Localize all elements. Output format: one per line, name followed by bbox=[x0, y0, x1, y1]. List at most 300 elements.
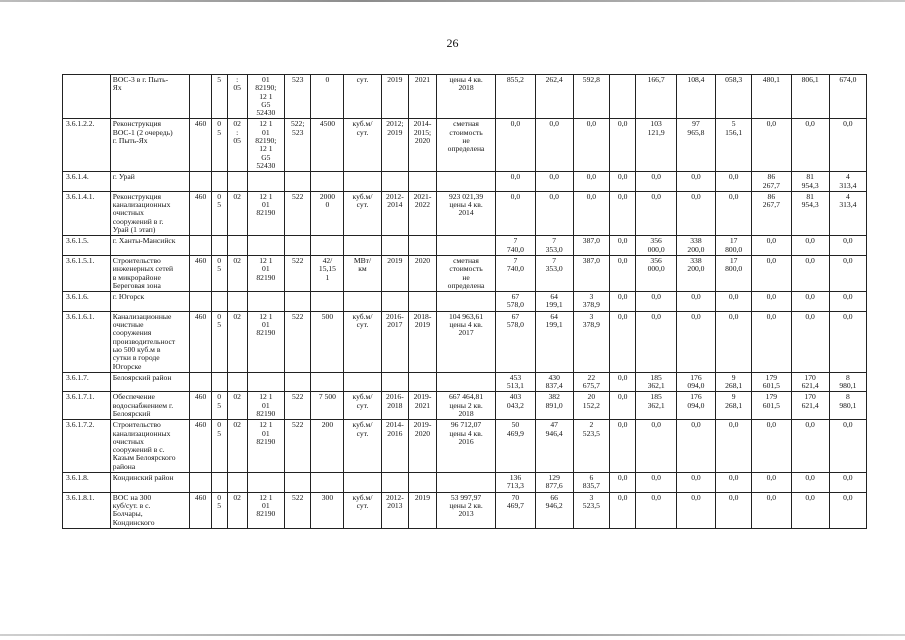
table-cell: 592,8 bbox=[573, 75, 609, 119]
table-row bbox=[63, 392, 867, 420]
table-cell: 460 bbox=[190, 392, 211, 420]
table-cell: 0,0 bbox=[609, 473, 636, 493]
table-cell: 0,0 bbox=[829, 255, 866, 291]
table-cell: 104 963,61 цены 4 кв. 2017 bbox=[436, 311, 495, 372]
table-cell: 01 82190; 12 1 G5 52430 bbox=[247, 75, 284, 119]
table-cell: 0,0 bbox=[573, 119, 609, 172]
investment-program-table bbox=[62, 74, 867, 529]
table-cell: 2021- 2022 bbox=[409, 191, 437, 235]
table-cell: 2018- 2019 bbox=[409, 311, 437, 372]
table-cell: 0,0 bbox=[609, 372, 636, 392]
table-cell: 0,0 bbox=[829, 492, 866, 528]
row-title-cell: Кондинский район bbox=[110, 473, 190, 493]
table-row bbox=[63, 191, 867, 235]
row-title-cell: Реконструкция канализационных очистных сооружений в г. Урай (1 этап) bbox=[110, 191, 190, 235]
table-cell bbox=[284, 236, 311, 256]
table-cell: 9 268,1 bbox=[716, 392, 752, 420]
table-row bbox=[63, 236, 867, 256]
table-cell: куб.м/ сут. bbox=[344, 492, 381, 528]
table-cell: 0,0 bbox=[609, 119, 636, 172]
table-cell bbox=[227, 372, 247, 392]
table-cell bbox=[311, 473, 344, 493]
table-cell: 7 353,0 bbox=[535, 236, 573, 256]
table-cell: 522 bbox=[284, 255, 311, 291]
table-cell: 403 043,2 bbox=[496, 392, 535, 420]
table-cell bbox=[284, 372, 311, 392]
table-cell bbox=[609, 75, 636, 119]
table-row bbox=[63, 372, 867, 392]
table-cell: 4 313,4 bbox=[829, 191, 866, 235]
table-cell: 453 513,1 bbox=[496, 372, 535, 392]
table-cell bbox=[227, 172, 247, 192]
table-cell: 5 156,1 bbox=[716, 119, 752, 172]
row-title-cell: Строительство инженерных сетей в микрорайоне Береговая зона bbox=[110, 255, 190, 291]
table-cell: 0,0 bbox=[752, 311, 791, 372]
table-row bbox=[63, 311, 867, 372]
table-cell bbox=[381, 292, 409, 312]
table-cell: 338 200,0 bbox=[676, 255, 715, 291]
table-cell: 0,0 bbox=[609, 311, 636, 372]
table-cell: 2000 0 bbox=[311, 191, 344, 235]
row-title-cell: ВОС-3 в г. Пыть- Ях bbox=[110, 75, 190, 119]
table-cell: 103 121,9 bbox=[636, 119, 676, 172]
table-cell bbox=[247, 236, 284, 256]
table-cell: 667 464,81 цены 2 кв. 2018 bbox=[436, 392, 495, 420]
table-cell: 0,0 bbox=[636, 191, 676, 235]
table-cell: 7 740,0 bbox=[496, 255, 535, 291]
table-cell: 2012; 2019 bbox=[381, 119, 409, 172]
table-cell: 923 021,39 цены 4 кв. 2014 bbox=[436, 191, 495, 235]
table-cell: 108,4 bbox=[676, 75, 715, 119]
table-cell bbox=[344, 292, 381, 312]
table-cell: 0,0 bbox=[716, 191, 752, 235]
table-cell: 0,0 bbox=[535, 191, 573, 235]
table-cell: 2016- 2017 bbox=[381, 311, 409, 372]
table-cell: 0,0 bbox=[829, 420, 866, 473]
table-cell: 262,4 bbox=[535, 75, 573, 119]
table-cell: куб.м/ сут. bbox=[344, 311, 381, 372]
table-cell: 338 200,0 bbox=[676, 236, 715, 256]
table-cell: 2020 bbox=[409, 255, 437, 291]
table-cell: 2012- 2013 bbox=[381, 492, 409, 528]
table-cell: 42/ 15,15 1 bbox=[311, 255, 344, 291]
row-code-cell: 3.6.1.7.2. bbox=[63, 420, 111, 473]
table-cell: 96 712,07 цены 4 кв. 2016 bbox=[436, 420, 495, 473]
table-cell: 2019- 2020 bbox=[409, 420, 437, 473]
table-cell bbox=[381, 372, 409, 392]
table-cell bbox=[247, 372, 284, 392]
table-cell: 0,0 bbox=[752, 420, 791, 473]
table-row bbox=[63, 119, 867, 172]
table-cell: 523 bbox=[284, 75, 311, 119]
table-cell bbox=[284, 172, 311, 192]
row-title-cell: г. Ханты-Мансийск bbox=[110, 236, 190, 256]
table-cell: 0,0 bbox=[636, 473, 676, 493]
scan-top-edge bbox=[0, 0, 905, 2]
table-cell: 500 bbox=[311, 311, 344, 372]
table-cell: МВт/ км bbox=[344, 255, 381, 291]
table-cell: 17 800,0 bbox=[716, 255, 752, 291]
table-cell bbox=[247, 473, 284, 493]
table-cell: 170 621,4 bbox=[791, 392, 829, 420]
table-cell: 81 954,3 bbox=[791, 172, 829, 192]
table-cell: цены 4 кв. 2018 bbox=[436, 75, 495, 119]
table-cell bbox=[436, 292, 495, 312]
table-cell: 0,0 bbox=[829, 473, 866, 493]
table-cell: 0,0 bbox=[636, 172, 676, 192]
table-cell bbox=[436, 236, 495, 256]
table-cell: 47 946,4 bbox=[535, 420, 573, 473]
row-code-cell: 3.6.1.8. bbox=[63, 473, 111, 493]
table-cell bbox=[409, 292, 437, 312]
table-cell: 129 877,6 bbox=[535, 473, 573, 493]
table-cell: 0,0 bbox=[791, 311, 829, 372]
table-cell: 460 bbox=[190, 119, 211, 172]
table-cell: 0,0 bbox=[752, 255, 791, 291]
row-code-cell: 3.6.1.4.1. bbox=[63, 191, 111, 235]
table-cell bbox=[227, 473, 247, 493]
table-cell: 0,0 bbox=[791, 119, 829, 172]
table-cell bbox=[344, 236, 381, 256]
table-cell: 0,0 bbox=[636, 420, 676, 473]
table-cell: : 05 bbox=[227, 75, 247, 119]
row-code-cell: 3.6.1.5.1. bbox=[63, 255, 111, 291]
table-cell: 2012- 2014 bbox=[381, 191, 409, 235]
table-cell: 0,0 bbox=[829, 311, 866, 372]
table-cell: 460 bbox=[190, 255, 211, 291]
table-cell: 81 954,3 bbox=[791, 191, 829, 235]
table-cell bbox=[227, 236, 247, 256]
table-cell: 12 1 01 82190 bbox=[247, 191, 284, 235]
table-cell: 0,0 bbox=[609, 236, 636, 256]
table-cell: 0,0 bbox=[609, 392, 636, 420]
table-cell: 387,0 bbox=[573, 255, 609, 291]
table-cell: 176 094,0 bbox=[676, 392, 715, 420]
table-cell: 02 bbox=[227, 420, 247, 473]
table-cell bbox=[409, 473, 437, 493]
row-title-cell: г. Югорск bbox=[110, 292, 190, 312]
table-cell: 522 bbox=[284, 492, 311, 528]
table-cell: 460 bbox=[190, 492, 211, 528]
table-cell: 136 713,3 bbox=[496, 473, 535, 493]
table-cell: 674,0 bbox=[829, 75, 866, 119]
table-cell bbox=[436, 172, 495, 192]
table-cell bbox=[211, 372, 227, 392]
table-cell bbox=[211, 236, 227, 256]
table-cell: 460 bbox=[190, 311, 211, 372]
table-cell: 0,0 bbox=[609, 255, 636, 291]
table-cell: 97 965,8 bbox=[676, 119, 715, 172]
table-cell: 3 378,9 bbox=[573, 311, 609, 372]
row-code-cell: 3.6.1.4. bbox=[63, 172, 111, 192]
table-cell: 0,0 bbox=[609, 191, 636, 235]
table-cell: 7 353,0 bbox=[535, 255, 573, 291]
table-cell bbox=[344, 172, 381, 192]
table-cell: 0,0 bbox=[609, 292, 636, 312]
table-cell: 806,1 bbox=[791, 75, 829, 119]
table-cell bbox=[211, 292, 227, 312]
table-cell: куб.м/ сут. bbox=[344, 119, 381, 172]
table-cell: 0,0 bbox=[716, 492, 752, 528]
table-cell: 2021 bbox=[409, 75, 437, 119]
table-cell: 0,0 bbox=[752, 119, 791, 172]
table-cell: 3 523,5 bbox=[573, 492, 609, 528]
table-cell: 0,0 bbox=[676, 420, 715, 473]
row-code-cell bbox=[63, 75, 111, 119]
table-cell: 0 5 bbox=[211, 255, 227, 291]
row-title-cell: Канализационные очистные сооружения производительност ью 500 куб.м в сутки в городе Югорске bbox=[110, 311, 190, 372]
table-cell bbox=[409, 172, 437, 192]
table-cell bbox=[409, 236, 437, 256]
table-cell: 0,0 bbox=[716, 420, 752, 473]
table-cell: куб.м/ сут. bbox=[344, 420, 381, 473]
table-cell: 2016- 2018 bbox=[381, 392, 409, 420]
table-cell: 356 000,0 bbox=[636, 236, 676, 256]
table-cell: 855,2 bbox=[496, 75, 535, 119]
table-row bbox=[63, 473, 867, 493]
table-cell bbox=[311, 236, 344, 256]
table-cell: 12 1 01 82190 bbox=[247, 311, 284, 372]
table-cell: 480,1 bbox=[752, 75, 791, 119]
table-cell bbox=[344, 372, 381, 392]
table-cell: 17 800,0 bbox=[716, 236, 752, 256]
table-cell: 0,0 bbox=[676, 473, 715, 493]
table-cell: 02 bbox=[227, 492, 247, 528]
table-cell: 8 980,1 bbox=[829, 372, 866, 392]
row-title-cell: Строительство канализационных очистных сооружений в с. Казым Белоярского района bbox=[110, 420, 190, 473]
table-cell: 0 5 bbox=[211, 119, 227, 172]
table-cell: сметная стоимость не определена bbox=[436, 119, 495, 172]
table-cell: 170 621,4 bbox=[791, 372, 829, 392]
table-cell: 0,0 bbox=[791, 292, 829, 312]
table-cell: 0,0 bbox=[716, 292, 752, 312]
table-cell: 66 946,2 bbox=[535, 492, 573, 528]
table-cell: 0,0 bbox=[609, 172, 636, 192]
table-cell: 67 578,0 bbox=[496, 311, 535, 372]
row-code-cell: 3.6.1.6. bbox=[63, 292, 111, 312]
table-cell: 67 578,0 bbox=[496, 292, 535, 312]
table-cell: 387,0 bbox=[573, 236, 609, 256]
table-cell bbox=[190, 75, 211, 119]
table-cell: 0 5 bbox=[211, 392, 227, 420]
table-cell: 0 5 bbox=[211, 420, 227, 473]
table-cell: 522 bbox=[284, 420, 311, 473]
table-cell: 0,0 bbox=[752, 236, 791, 256]
table-cell: 12 1 01 82190 bbox=[247, 492, 284, 528]
table-cell bbox=[284, 292, 311, 312]
table-cell: 0,0 bbox=[676, 292, 715, 312]
table-cell: 0,0 bbox=[496, 172, 535, 192]
table-row bbox=[63, 492, 867, 528]
table-cell: 0,0 bbox=[535, 119, 573, 172]
table-cell: 176 094,0 bbox=[676, 372, 715, 392]
table-cell bbox=[190, 473, 211, 493]
table-cell bbox=[247, 172, 284, 192]
table-cell: 12 1 01 82190 bbox=[247, 255, 284, 291]
table-cell: 522 bbox=[284, 191, 311, 235]
table-cell: 2014- 2016 bbox=[381, 420, 409, 473]
table-cell: 6 835,7 bbox=[573, 473, 609, 493]
table-cell: 166,7 bbox=[636, 75, 676, 119]
table-cell: 9 268,1 bbox=[716, 372, 752, 392]
table-cell: 356 000,0 bbox=[636, 255, 676, 291]
table-cell: куб.м/ сут. bbox=[344, 191, 381, 235]
row-code-cell: 3.6.1.5. bbox=[63, 236, 111, 256]
table-cell: 460 bbox=[190, 191, 211, 235]
scan-bottom-edge bbox=[0, 634, 905, 636]
table-cell: 0,0 bbox=[573, 191, 609, 235]
table-cell: 179 601,5 bbox=[752, 392, 791, 420]
table-cell: 7 500 bbox=[311, 392, 344, 420]
table-cell: 0,0 bbox=[573, 172, 609, 192]
table-cell bbox=[190, 372, 211, 392]
table-cell: 0,0 bbox=[752, 292, 791, 312]
table-cell: 460 bbox=[190, 420, 211, 473]
table-cell bbox=[344, 473, 381, 493]
table-cell: 0,0 bbox=[791, 236, 829, 256]
table-cell: 70 469,7 bbox=[496, 492, 535, 528]
table-cell: 0,0 bbox=[676, 191, 715, 235]
table-cell: 185 362,1 bbox=[636, 372, 676, 392]
table-cell: 300 bbox=[311, 492, 344, 528]
table-cell: 53 997,97 цены 2 кв. 2013 bbox=[436, 492, 495, 528]
table-cell: 430 837,4 bbox=[535, 372, 573, 392]
table-cell bbox=[381, 172, 409, 192]
table-cell: 058,3 bbox=[716, 75, 752, 119]
table-cell: 522; 523 bbox=[284, 119, 311, 172]
table-cell: 12 1 01 82190; 12 1 G5 52430 bbox=[247, 119, 284, 172]
table-cell: 0 5 bbox=[211, 311, 227, 372]
table-cell: 2014- 2015; 2020 bbox=[409, 119, 437, 172]
table-cell: 22 675,7 bbox=[573, 372, 609, 392]
table-cell bbox=[190, 292, 211, 312]
table-cell: 3 378,9 bbox=[573, 292, 609, 312]
table-cell: 4 313,4 bbox=[829, 172, 866, 192]
table-cell: 0,0 bbox=[609, 420, 636, 473]
table-cell: 0,0 bbox=[791, 492, 829, 528]
table-cell bbox=[190, 172, 211, 192]
table-cell: 0,0 bbox=[676, 311, 715, 372]
table-cell: 0,0 bbox=[609, 492, 636, 528]
table-cell: 0,0 bbox=[496, 119, 535, 172]
table-cell: 64 199,1 bbox=[535, 311, 573, 372]
row-code-cell: 3.6.1.7. bbox=[63, 372, 111, 392]
table-cell: 02 bbox=[227, 311, 247, 372]
row-title-cell: Реконструкция ВОС-1 (2 очередь) г. Пыть-Ях bbox=[110, 119, 190, 172]
table-cell: 0,0 bbox=[829, 119, 866, 172]
table-cell bbox=[381, 473, 409, 493]
table-cell: 02 : 05 bbox=[227, 119, 247, 172]
table-cell: 12 1 01 82190 bbox=[247, 392, 284, 420]
table-cell: 382 891,0 bbox=[535, 392, 573, 420]
table-cell bbox=[211, 172, 227, 192]
table-cell: 02 bbox=[227, 191, 247, 235]
table-cell: 2019 bbox=[381, 75, 409, 119]
table-cell: 0,0 bbox=[829, 292, 866, 312]
table-cell: 522 bbox=[284, 392, 311, 420]
table-row bbox=[63, 292, 867, 312]
table-cell: 0 bbox=[311, 75, 344, 119]
row-code-cell: 3.6.1.6.1. bbox=[63, 311, 111, 372]
table-cell bbox=[190, 236, 211, 256]
table-row bbox=[63, 255, 867, 291]
table-cell: 7 740,0 bbox=[496, 236, 535, 256]
table-cell: 0 5 bbox=[211, 492, 227, 528]
table-cell: 8 980,1 bbox=[829, 392, 866, 420]
table-cell: 2019 bbox=[381, 255, 409, 291]
table-cell bbox=[409, 372, 437, 392]
table-cell: 200 bbox=[311, 420, 344, 473]
table-cell: 50 469,9 bbox=[496, 420, 535, 473]
table-cell: 0,0 bbox=[791, 473, 829, 493]
table-cell bbox=[436, 372, 495, 392]
table-cell: 185 362,1 bbox=[636, 392, 676, 420]
table-cell: 2019- 2021 bbox=[409, 392, 437, 420]
table-cell: сметная стоимость не определена bbox=[436, 255, 495, 291]
row-title-cell: Белоярский район bbox=[110, 372, 190, 392]
table-cell: 0,0 bbox=[676, 172, 715, 192]
row-title-cell: ВОС на 300 куб/сут. в с. Болчары, Кондинского bbox=[110, 492, 190, 528]
table-cell: 0,0 bbox=[752, 473, 791, 493]
table-cell bbox=[284, 473, 311, 493]
table-cell bbox=[311, 172, 344, 192]
table-cell: 0,0 bbox=[636, 311, 676, 372]
table-cell: сут. bbox=[344, 75, 381, 119]
row-code-cell: 3.6.1.2.2. bbox=[63, 119, 111, 172]
table-cell: 02 bbox=[227, 255, 247, 291]
table-cell: 86 267,7 bbox=[752, 172, 791, 192]
table-cell: 12 1 01 82190 bbox=[247, 420, 284, 473]
table-cell: 0,0 bbox=[636, 492, 676, 528]
row-code-cell: 3.6.1.7.1. bbox=[63, 392, 111, 420]
table-cell bbox=[247, 292, 284, 312]
row-title-cell: г. Урай bbox=[110, 172, 190, 192]
table-cell bbox=[436, 473, 495, 493]
table-cell: 0,0 bbox=[752, 492, 791, 528]
table-cell: 0,0 bbox=[716, 473, 752, 493]
table-cell: 0,0 bbox=[791, 255, 829, 291]
table-cell: 0 5 bbox=[211, 191, 227, 235]
table-cell: 4500 bbox=[311, 119, 344, 172]
table-cell: 20 152,2 bbox=[573, 392, 609, 420]
table-cell bbox=[227, 292, 247, 312]
table-cell: 2019 bbox=[409, 492, 437, 528]
page-number: 26 bbox=[446, 36, 459, 50]
table-cell: 86 267,7 bbox=[752, 191, 791, 235]
table-cell: 2 523,5 bbox=[573, 420, 609, 473]
table-cell: 179 601,5 bbox=[752, 372, 791, 392]
row-code-cell: 3.6.1.8.1. bbox=[63, 492, 111, 528]
table-cell bbox=[311, 292, 344, 312]
table-cell: 0,0 bbox=[716, 172, 752, 192]
table-cell: 02 bbox=[227, 392, 247, 420]
table-row bbox=[63, 75, 867, 119]
table-cell: 0,0 bbox=[636, 292, 676, 312]
table-cell: куб.м/ сут. bbox=[344, 392, 381, 420]
table-cell bbox=[311, 372, 344, 392]
table-row bbox=[63, 420, 867, 473]
row-title-cell: Обеспечение водоснабжением г. Белоярский bbox=[110, 392, 190, 420]
table-cell bbox=[211, 473, 227, 493]
table-cell: 0,0 bbox=[716, 311, 752, 372]
table-cell bbox=[381, 236, 409, 256]
table-row bbox=[63, 172, 867, 192]
table-cell: 64 199,1 bbox=[535, 292, 573, 312]
table-cell: 0,0 bbox=[676, 492, 715, 528]
table-cell: 0,0 bbox=[829, 236, 866, 256]
table-cell: 0,0 bbox=[496, 191, 535, 235]
table-cell: 5 bbox=[211, 75, 227, 119]
